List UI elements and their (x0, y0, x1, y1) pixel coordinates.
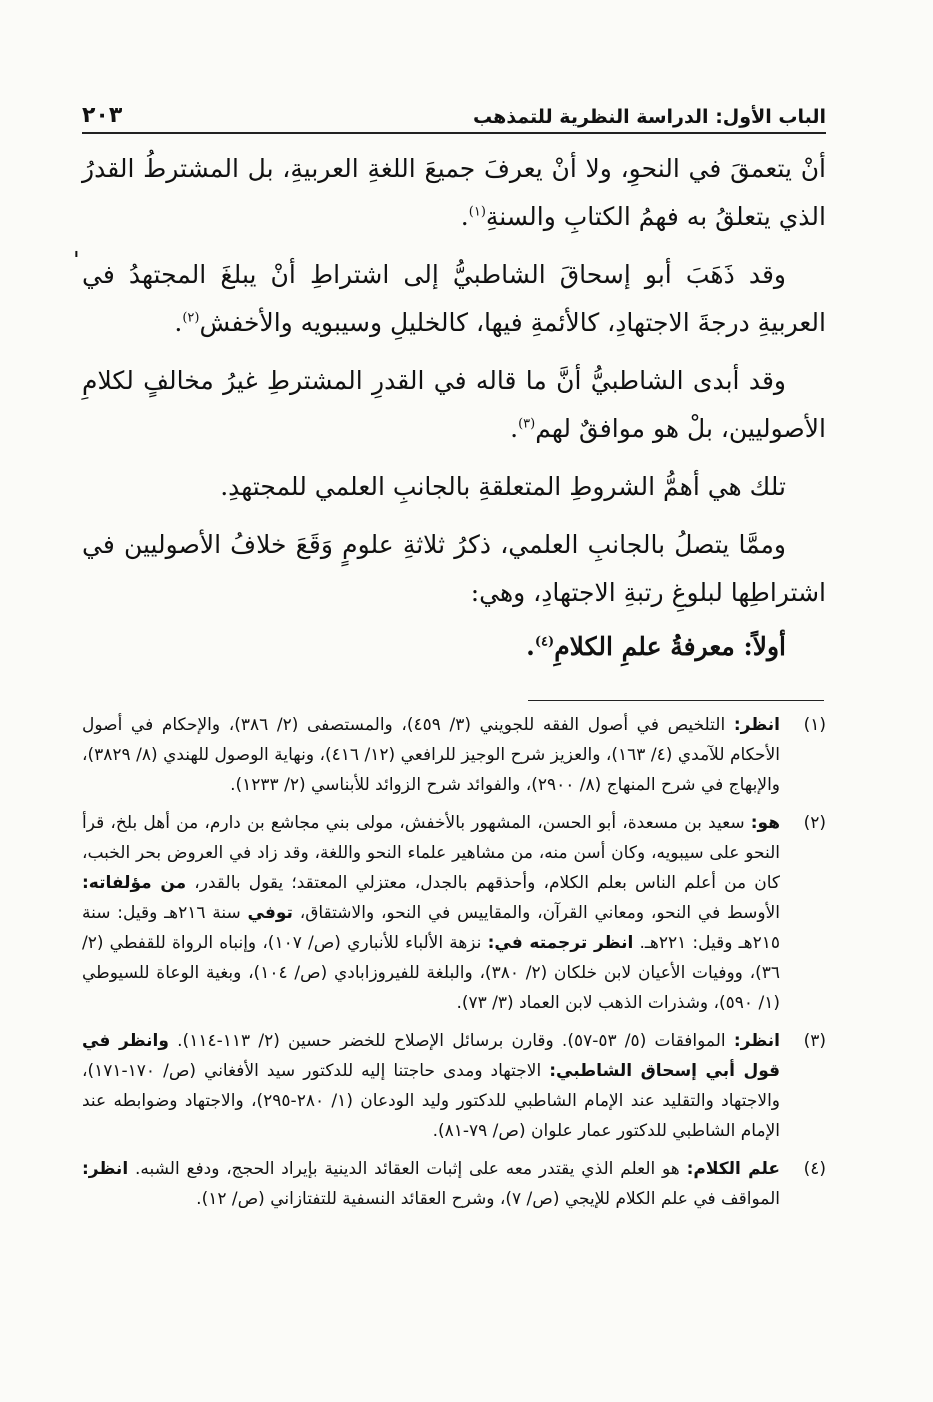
footnote-2: (٢) هو: سعيد بن مسعدة، أبو الحسن، المشهور بالأخفش، مولى بني مجاشع بن دارم، من أهل بلخ، قرأ النحو على سيبويه، وكان أسن منه، من مشاهير علماء النحو واللغة، وقد زاد في العروض بحر الخبب، كان من أعلم الناس بعلم الكلام، وأحذقهم بالجدل، معتزلي المعتقد؛ يقول بالقدر، من مؤلفاته: الأوسط في النحو، ومعاني القرآن، والمقاييس في النحو، والاشتقاق، توفي سنة ٢١٦هـ وقيل: سنة ٢١٥هـ وقيل: ٢٢١هـ. انظر ترجمته في: نزهة الألباء للأنباري (ص/ ١٠٧)، وإنباه الرواة للقفطي (٢/ ٣٦)، ووفيات الأعيان لابن خلكان (٢/ ٣٨٠)، والبلغة للفيروزابادي (ص/ ١٠٤)، وبغية الوعاة للسيوطي (١/ ٥٩٠)، وشذرات الذهب لابن العماد (٣/ ٧٣). (82, 808, 826, 1018)
footnote-3: (٣) انظر: الموافقات (٥/ ٥٣-٥٧). وقارن برسائل الإصلاح للخضر حسين (٢/ ١١٣-١١٤). وانظر في قول أبي إسحاق الشاطبي: الاجتهاد ومدى حاجتنا إليه للدكتور سيد الأفغاني (ص/ ١٧٠-١٧١)، والاجتهاد والتقليد عند الإمام الشاطبي للدكتور وليد الودعان (١/ ٢٨٠-٢٩٥)، والاجتهاد وضوابطه عند الإمام الشاطبي للدكتور عمار علوان (ص/ ٧٩-٨١). (82, 1026, 826, 1146)
page-header (82, 92, 826, 134)
footnote-ref-1: (١) (468, 204, 486, 220)
footnote-number: (٣) (803, 1031, 826, 1051)
footnote-number: (٤) (803, 1159, 826, 1179)
footnotes (82, 710, 826, 1222)
footnote-number: (١) (803, 715, 826, 735)
footnote-ref-3: (٣) (518, 416, 536, 432)
footnote-4: (٤) علم الكلام: هو العلم الذي يقتدر معه على إثبات العقائد الدينية بإيراد الحجج، ودفع الشبه. انظر: المواقف في علم الكلام للإيجي (ص/ ٧)، وشرح العقائد النسفية للتفتازاني (ص/ ١٢). (82, 1154, 826, 1214)
footnote-ref-2: (٢) (182, 310, 200, 326)
footnote-ref-4: (٤) (534, 634, 555, 650)
paragraph-1: أنْ يتعمقَ في النحوِ، ولا أنْ يعرفَ جميعَ اللغةِ العربيةِ، بل المشترطُ القدرُ الذي يتعلقُ به فهمُ الكتابِ والسنةِ$^{(١)}$. (82, 154, 826, 231)
section-heading: أولاً: معرفةُ علمِ الكلامِ$^{(٤)}$. (526, 632, 786, 661)
footnote-divider (528, 700, 824, 701)
main-text (82, 145, 826, 681)
running-head: الباب الأول: الدراسة النظرية للتمذهب (473, 106, 826, 128)
footnote-number: (٢) (803, 813, 826, 833)
page-number: ٢٠٣ (82, 103, 123, 128)
paragraph-3: وقد أبدى الشاطبيُّ أنَّ ما قاله في القدرِ المشترطِ غيرُ مخالفٍ لكلامِ الأصوليين، بلْ هو موافقٌ لهم$^{(٣)}$. (82, 366, 826, 443)
margin-mark: ˌ (73, 236, 80, 261)
paragraph-5: وممَّا يتصلُ بالجانبِ العلمي، ذكرُ ثلاثةِ علومٍ وَقَعَ خلافُ الأصوليين في اشتراطِها لبلوغِ رتبةِ الاجتهادِ، وهي: (82, 530, 826, 607)
paragraph-2: وقد ذَهَبَ أبو إسحاقَ الشاطبيُّ إلى اشتراطِ أنْ يبلغَ المجتهدُ في العربيةِ درجةَ الاجتهادِ، كالأئمةِ فيها، كالخليلِ وسيبويه والأخفش$^{(٢)}$. (82, 260, 826, 337)
paragraph-4: تلك هي أهمُّ الشروطِ المتعلقةِ بالجانبِ العلمي للمجتهدِ. (220, 472, 786, 501)
footnote-1: (١) انظر: التلخيص في أصول الفقه للجويني (٣/ ٤٥٩)، والمستصفى (٢/ ٣٨٦)، والإحكام في أصول الأحكام للآمدي (٤/ ١٦٣)، والعزيز شرح الوجيز للرافعي (١٢/ ٤١٦)، ونهاية الوصول للهندي (٨/ ٣٨٢٩)، والإبهاج في شرح المنهاج (٨/ ٢٩٠٠)، والفوائد شرح الزوائد للأبناسي (٢/ ١٢٣٣). (82, 710, 826, 800)
